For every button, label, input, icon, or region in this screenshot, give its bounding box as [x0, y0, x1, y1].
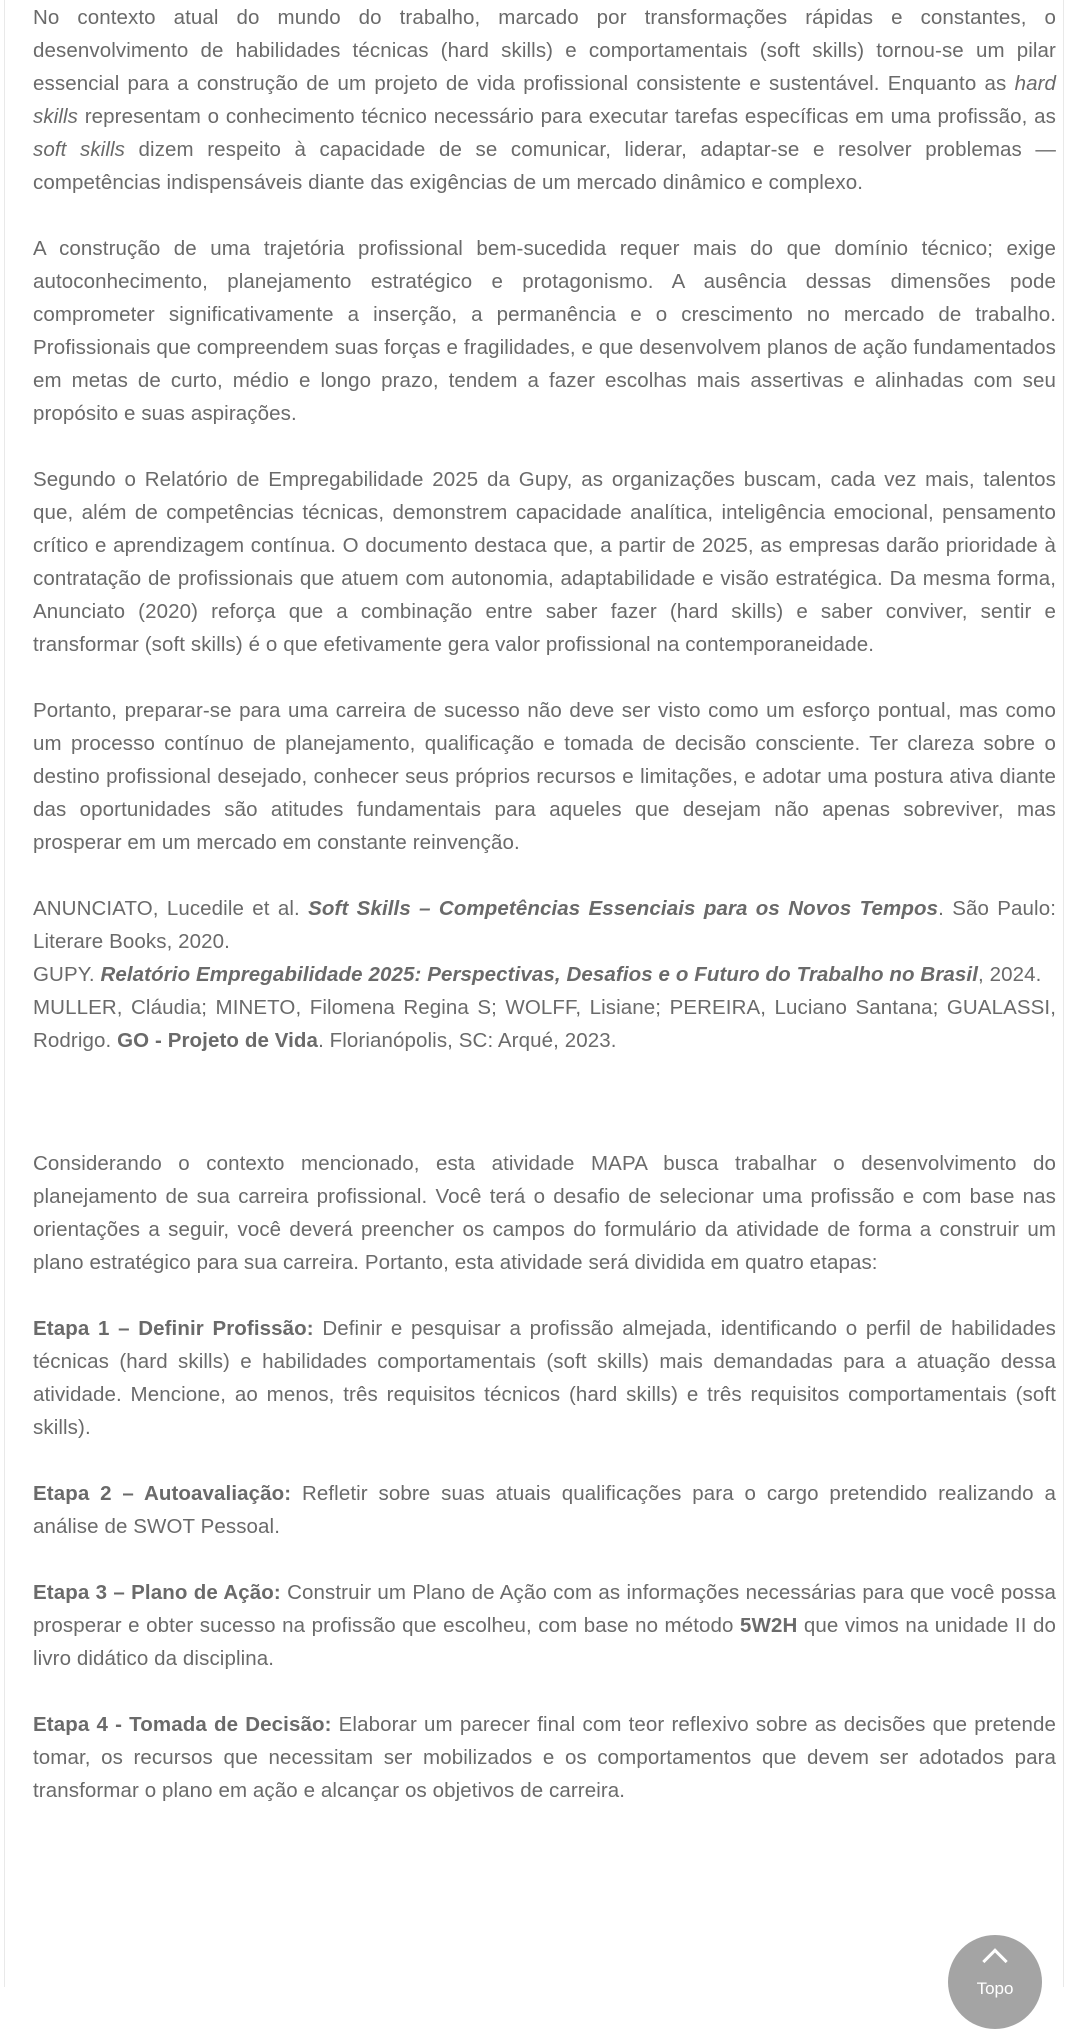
- reference-anunciato: [33, 892, 1056, 958]
- paragraph-etapa-3: [33, 1576, 1056, 1675]
- text-segment: . Florianópolis, SC: Arqué, 2023.: [318, 1029, 617, 1052]
- text-segment: MULLER, Cláudia; MINETO, Filomena Regina S; WOLFF, Lisiane; PEREIRA, Luciano Santana; GUALASSI, Rodrigo.: [33, 996, 1056, 1052]
- text-segment: Elaborar um parecer final com teor reflexivo sobre as decisões que pretende tomar, os recursos que necessitam ser mobilizados e os comportamentos que devem ser adotados para transformar o plano em ação e alcançar os objetivos de carreira.: [33, 1713, 1056, 1802]
- text-segment: que vimos na unidade II do livro didático da disciplina.: [33, 1614, 1056, 1670]
- text-segment: soft skills: [33, 138, 125, 161]
- text-segment: , 2024.: [978, 963, 1042, 986]
- text-segment: Etapa 1 – Definir Profissão:: [33, 1317, 314, 1340]
- paragraph-trajetoria: [33, 232, 1056, 430]
- text-segment: Portanto, preparar-se para uma carreira de sucesso não deve ser visto como um esforço pontual, mas como um processo contínuo de planejamento, qualificação e tomada de decisão consciente. Ter clareza sobre o destino profissional desejado, conhecer seus próprios recursos e limitações, e adotar uma postura ativa diante das oportunidades são atitudes fundamentais para aqueles que desejam não apenas sobreviver, mas prosperar em um mercado em constante reinvenção.: [33, 699, 1056, 854]
- text-segment: Etapa 2 – Autoavaliação:: [33, 1482, 292, 1505]
- paragraph-considerando: [33, 1147, 1056, 1279]
- text-segment: ANUNCIATO, Lucedile et al.: [33, 897, 309, 920]
- text-segment: Etapa 4 - Tomada de Decisão:: [33, 1713, 332, 1736]
- text-segment: No contexto atual do mundo do trabalho, marcado por transformações rápidas e constantes, o desenvolvimento de habilidades técnicas (hard skills) e comportamentais (soft skills) tornou-se um pilar essencial para a construção de um projeto de vida profissional consistente e sustentável. Enquanto as: [33, 6, 1056, 95]
- text-segment: Soft Skills – Competências Essenciais para os Novos Tempos: [308, 897, 939, 920]
- text-segment: Construir um Plano de Ação com as informações necessárias para que você possa prosperar e obter sucesso na profissão que escolheu, com base no método: [33, 1581, 1056, 1637]
- text-segment: representam o conhecimento técnico necessário para executar tarefas específicas em uma profissão, as: [78, 105, 1056, 128]
- references-block: [33, 892, 1056, 1057]
- paragraph-intro: [33, 1, 1056, 199]
- text-segment: A construção de uma trajetória profissional bem-sucedida requer mais do que domínio técnico; exige autoconhecimento, planejamento estratégico e protagonismo. A ausência dessas dimensões pode comprometer significativamente a inserção, a permanência e o crescimento no mercado de trabalho. Profissionais que compreendem suas forças e fragilidades, e que desenvolvem planos de ação fundamentados em metas de curto, médio e longo prazo, tendem a fazer escolhas mais assertivas e alinhadas com seu propósito e suas aspirações.: [33, 237, 1056, 425]
- paragraph-etapa-1: [33, 1312, 1056, 1444]
- paragraph-gupy: [33, 463, 1056, 661]
- text-segment: Relatório Empregabilidade 2025: Perspectivas, Desafios e o Futuro do Trabalho no Brasil: [100, 963, 978, 986]
- text-segment: Considerando o contexto mencionado, esta atividade MAPA busca trabalhar o desenvolvimento do planejamento de sua carreira profissional. Você terá o desafio de selecionar uma profissão e com base nas orientações a seguir, você deverá preencher os campos do formulário da atividade de forma a construir um plano estratégico para sua carreira. Portanto, esta atividade será dividida em quatro etapas:: [33, 1152, 1056, 1274]
- reference-muller: [33, 991, 1056, 1057]
- chevron-up-icon: [982, 1948, 1007, 1973]
- paragraph-etapa-4: [33, 1708, 1056, 1807]
- back-to-top-button[interactable]: [948, 1935, 1042, 2029]
- text-segment: Definir e pesquisar a profissão almejada, identificando o perfil de habilidades técnicas (hard skills) e habilidades comportamentais (soft skills) mais demandadas para a atuação dessa atividade. Mencione, ao menos, três requisitos técnicos (hard skills) e três requisitos comportamentais (soft skills).: [33, 1317, 1056, 1439]
- reference-gupy: [33, 958, 1056, 991]
- text-segment: Segundo o Relatório de Empregabilidade 2025 da Gupy, as organizações buscam, cada vez mais, talentos que, além de competências técnicas, demonstrem capacidade analítica, inteligência emocional, pensamento crítico e aprendizagem contínua. O documento destaca que, a partir de 2025, as empresas darão prioridade à contratação de profissionais que atuem com autonomia, adaptabilidade e visão estratégica. Da mesma forma, Anunciato (2020) reforça que a combinação entre saber fazer (hard skills) e saber conviver, sentir e transformar (soft skills) é o que efetivamente gera valor profissional na contemporaneidade.: [33, 468, 1056, 656]
- text-segment: hard skills: [33, 72, 1056, 128]
- text-segment: . São Paulo: Literare Books, 2020.: [33, 897, 1056, 953]
- back-to-top-label: Topo: [976, 1979, 1014, 1998]
- text-segment: GO - Projeto de Vida: [117, 1029, 319, 1052]
- text-segment: Etapa 3 – Plano de Ação:: [33, 1581, 281, 1604]
- text-segment: 5W2H: [740, 1614, 798, 1637]
- activity-content-panel: [4, 0, 1064, 1998]
- paragraph-etapa-2: [33, 1477, 1056, 1543]
- paragraph-portanto: [33, 694, 1056, 859]
- text-segment: GUPY.: [33, 963, 101, 986]
- text-segment: Refletir sobre suas atuais qualificações para o cargo pretendido realizando a análise de SWOT Pessoal.: [33, 1482, 1056, 1538]
- text-segment: dizem respeito à capacidade de se comunicar, liderar, adaptar-se e resolver problemas — competências indispensáveis diante das exigências de um mercado dinâmico e complexo.: [33, 138, 1056, 194]
